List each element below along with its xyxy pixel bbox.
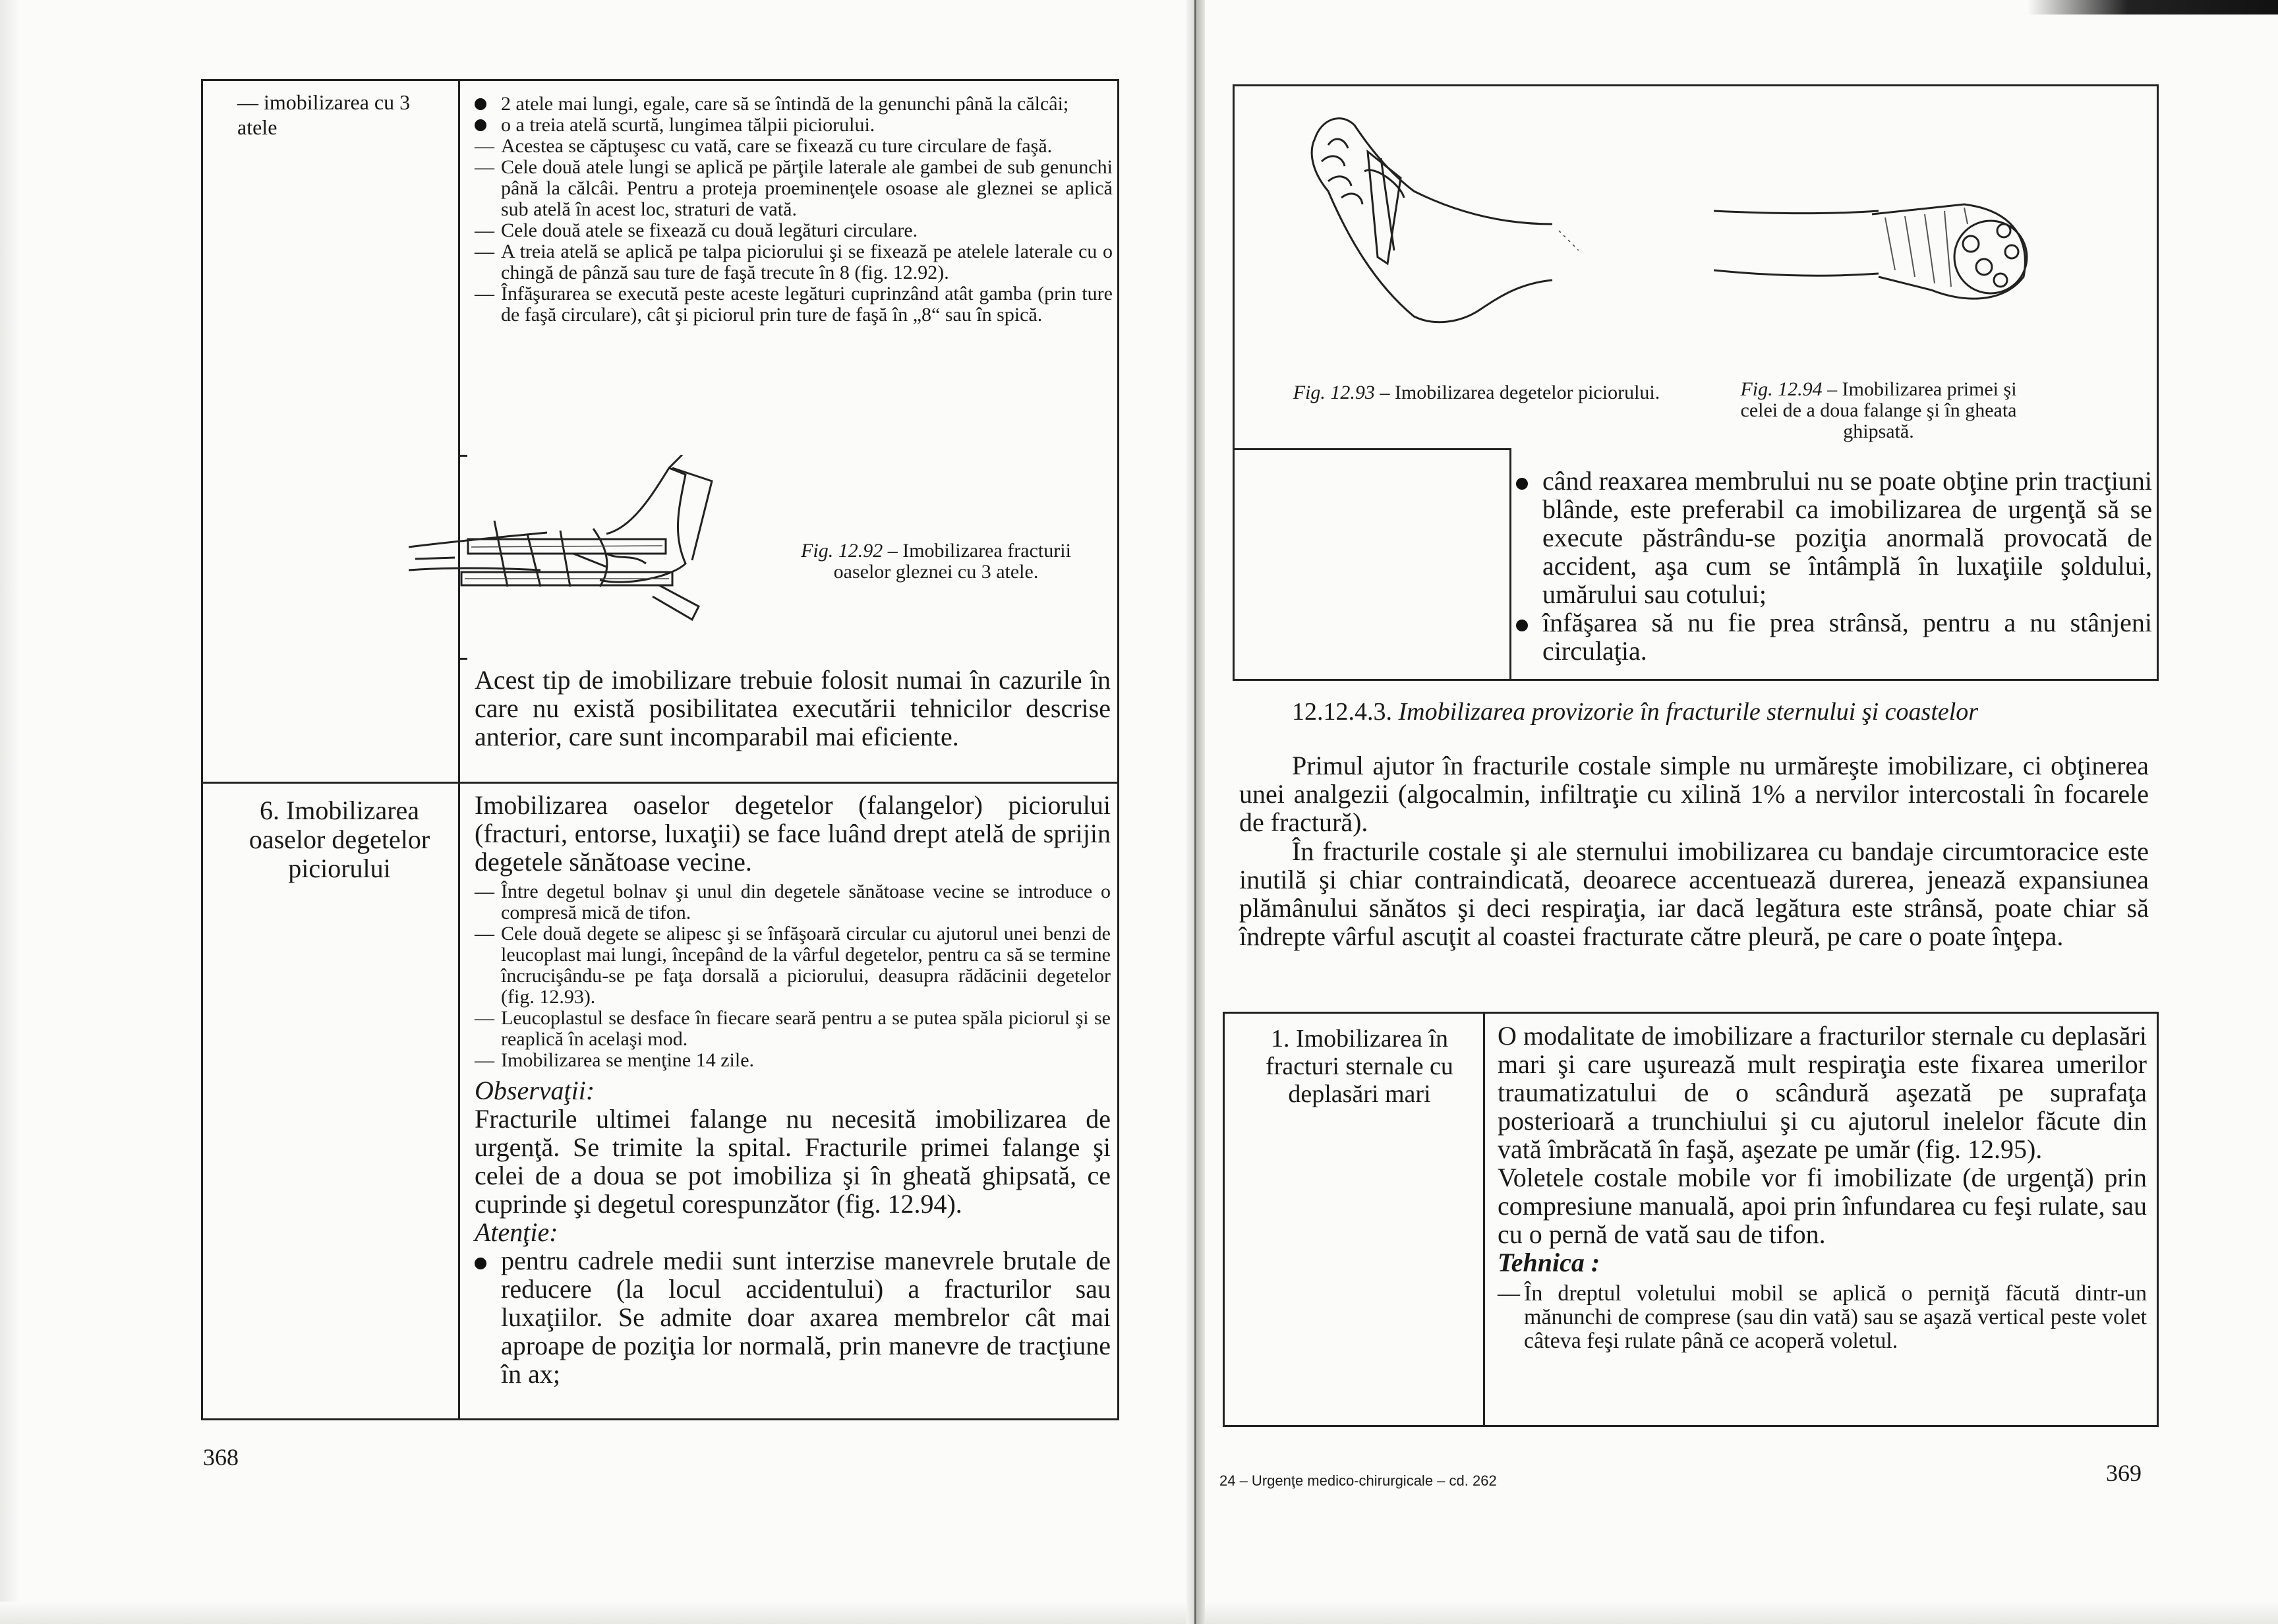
attention-item: pentru cadrele medii sunt interzise manevrele brutale de reducere (la locul accidentului) a fracturilor sau luxaţiilor. Se admite doar axarea membrelor cât mai aproape de poziţia lor normală, prin manevre de tracţiune în ax; — [475, 1246, 1111, 1388]
row2-intro: Imobilizarea oaselor degetelor (falangelor) piciorului (fracturi, entorse, luxaţii) se face luând drept atelă de sprijin degetele sănătoase vecine. — [475, 790, 1111, 877]
dash-icon: — — [475, 1007, 494, 1029]
list-item: — Cele două atele se fixează cu două legături circulare. — [475, 219, 918, 241]
page-footer: 24 – Urgenţe medico-chirurgicale – cd. 262 — [1219, 1472, 1497, 1489]
fig-separator-bottom — [458, 658, 467, 660]
dash-icon: — — [475, 283, 494, 304]
technique-title: Tehnica : — [1498, 1248, 1600, 1277]
list-item: — Cele două atele lungi se aplică pe părţile laterale ale gambei de sub genunchi până la călcâi. Pentru a proteja proeminenţele osoase ale gleznei se aplică sub atelă în acest loc, straturi de vată. — [475, 156, 1113, 220]
bullet-icon — [1516, 467, 1528, 495]
technique-item: — În dreptul voletului mobil se aplică o perniţă făcută dintr-un mănunchi de comprese (sau din vată) sau se aşază vertical peste volet câteva feşi rulate până ce acoperă voletul. — [1498, 1281, 2147, 1353]
list-item: — Cele două degete se alipesc şi se înfăşoară circular cu ajutorul unei benzi de leucoplast mai lungi, începând de la vârful degetelor, pentru ca să se termine încrucişându-se pe faţa dorsală a piciorului, deasupra rădăcinii degetelor (fig. 12.93). — [475, 923, 1111, 1008]
figures-inner-divider — [1509, 448, 1511, 681]
page-number-right: 369 — [2106, 1460, 2142, 1486]
fig-12-94-caption: Fig. 12.94 – Imobilizarea primei şi celei de a doua falange şi în gheata ghipsată. — [1740, 378, 2017, 442]
list-item: — A treia atelă se aplică pe talpa piciorului şi se fixează pe atelele laterale cu o chingă de pânză sau ture de faşă trecute în 8 (fig. 12.92). — [475, 241, 1113, 283]
dash-icon: — — [475, 923, 494, 944]
page-number-left: 368 — [203, 1444, 239, 1470]
sternal-table-content — [1498, 1022, 2147, 1353]
list-item: — Leucoplastul se desface în fiecare seară pentru a se putea spăla piciorul şi se reaplică în acelaşi mod. — [475, 1007, 1111, 1050]
bullet-icon — [475, 94, 486, 115]
scan-bottom-edge — [0, 1602, 2278, 1624]
fig-label: Fig. 12.94 — [1740, 378, 1823, 400]
row1-label: — imobilizarea cu 3 atele — [237, 90, 411, 139]
observations-text: Fracturile ultimei falange nu necesită imobilizarea de urgenţă. Se trimite la spital. Fracturile primei falange şi celei de a doua se pot imobiliza şi în gheată ghipsată, ce cuprinde şi degetul corespunzător (fig. 12.94). — [475, 1104, 1111, 1219]
list-item: — Imobilizarea se menţine 14 zile. — [475, 1049, 755, 1071]
row2-content — [475, 791, 1111, 1388]
section-heading — [1292, 697, 2149, 726]
paragraph-2: În fracturile costale şi ale sternului imobilizarea cu bandaje circumtoracice este inutilă şi chiar contraindicată, deoarece accentuează durerea, jenează expansiunea plămânului sănătos şi deci respiraţia, iar dacă legătura este strânsă, poate chiar să îndrepte vârful ascuţit al coastei fracturate către pleură, pe care o poate înţepa. — [1239, 836, 2149, 951]
row1-note: Acest tip de imobilizare trebuie folosit numai în cazurile în care nu există posibilitatea executării tehnicilor descrise anterior, care sunt incomparabil mai eficiente. — [475, 665, 1111, 751]
sternal-text-1: O modalitate de imobilizare a fracturilor sternale cu deplasări mari şi care uşurează mult respiraţia este fixarea umerilor traumatizatului de o scândură aşezată pe suprafaţa posterioară a trunchiului şi cu ajutorul inelelor făcute din vată îmbrăcată în faşă, aşezate pe umăr (fig. 12.95). — [1498, 1021, 2147, 1164]
attention-continuation — [1516, 467, 2152, 665]
fig-12-93-caption: Fig. 12.93 – Imobilizarea degetelor piciorului. — [1293, 382, 1660, 403]
dash-icon: — — [475, 156, 494, 178]
row1-items — [475, 94, 1113, 326]
fig-label: Fig. 12.93 — [1293, 382, 1375, 403]
sternal-table-label: 1. Imobilizarea în fracturi sternale cu deplasări mari — [1266, 1025, 1453, 1108]
fig-12-92-drawing — [409, 455, 778, 652]
section-title: Imobilizarea provizorie în fracturile sternului şi coastelor — [1398, 698, 1979, 726]
dash-icon: — — [475, 881, 494, 902]
sternal-table-col-divider — [1483, 1012, 1485, 1427]
left-table-col-divider — [458, 79, 460, 1420]
dash-icon: — — [475, 219, 494, 241]
attention-title: Atenţie: — [475, 1217, 558, 1247]
row2-label: 6. Imobilizarea oaselor degetelor piciorului — [248, 796, 430, 883]
list-item: — Înfăşurarea se execută peste aceste legături cuprinzând atât gamba (prin ture de faşă circulare), cât şi piciorul prin ture de faşă în „8“ sau în spică. — [475, 283, 1113, 326]
bullet-icon — [1516, 608, 1528, 637]
bullet-icon — [475, 1246, 486, 1275]
dash-icon: — — [475, 1049, 494, 1071]
fig-12-92-caption: Fig. 12.92 – Imobilizarea fracturii oaselor gleznei cu 3 atele. — [801, 540, 1071, 583]
row2-dash-list — [475, 881, 1111, 1071]
list-item: o a treia atelă scurtă, lungimea tălpii piciorului. — [475, 115, 1113, 136]
list-item: 2 atele mai lungi, egale, care să se întindă de la genunchi până la călcâi; — [475, 94, 1113, 115]
section-number: 12.12.4.3. — [1292, 698, 1392, 726]
fig-12-94-drawing — [1714, 178, 2109, 356]
dash-icon: — — [475, 135, 494, 157]
paragraph-1: Primul ajutor în fracturile costale simple nu urmăreşte imobilizare, ci obţinerea unei analgezii (algocalmin, infiltraţie cu xilină 1% a nervilor intercostali în focarele de fractură). — [1239, 751, 2149, 837]
dash-icon: — — [1498, 1281, 1520, 1306]
bullet-icon — [475, 115, 486, 136]
list-item: — Între degetul bolnav şi unul din degetele sănătoase vecine se introduce o compresă mică de tifon. — [475, 881, 1111, 923]
figures-bottom-divider — [1233, 448, 1509, 450]
list-item: — Acestea se căptuşesc cu vată, care se fixează cu ture circulare de faşă. — [475, 135, 1053, 157]
sternal-text-2: Voletele costale mobile vor fi imobilizate (de urgenţă) prin compresiune manuală, apoi prin înfundarea cu feşi rulate, sau cu o pernă de vată sau de tifon. — [1498, 1163, 2147, 1249]
left-table-row-divider — [201, 782, 1119, 784]
list-item: când reaxarea membrului nu se poate obţine prin tracţiuni blânde, este preferabil ca imobilizarea de urgenţă să se execute păstrându-se poziţia anormală provocată de accident, aşa cum se întâmplă în luxaţiile şoldului, umărului sau cotului; — [1516, 467, 2152, 608]
dash-icon: — — [475, 241, 494, 262]
spine-line — [1194, 0, 1196, 1624]
fig-label: Fig. 12.92 — [801, 540, 883, 562]
observations-title: Observaţii: — [475, 1076, 595, 1105]
scan-edge — [0, 0, 20, 1624]
fig-12-93-drawing — [1302, 99, 1671, 343]
list-item: înfăşarea să nu fie prea strânsă, pentru a nu stânjeni circulaţia. — [1516, 608, 2152, 665]
scan-corner-shadow — [2028, 0, 2278, 14]
